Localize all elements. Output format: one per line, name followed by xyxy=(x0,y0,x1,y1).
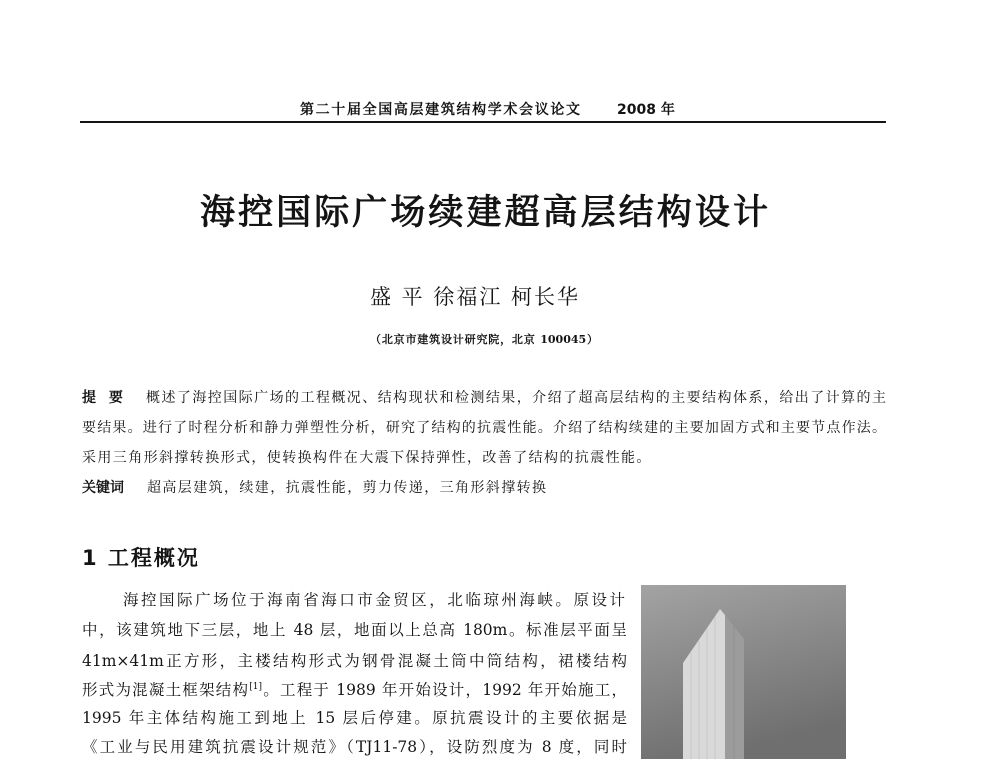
abstract-label: 提 要 xyxy=(82,390,127,406)
body-text: 。工程于 1989 年开始设计，1992 年开始施工， xyxy=(262,681,627,699)
keywords-label: 关键词 xyxy=(82,480,124,496)
abstract-line: 要结果。进行了时程分析和静力弹塑性分析，研究了结构的抗震性能。介绍了结构续建的主要加固方式和主要节点作法。 xyxy=(82,420,886,436)
body-line: 《工业与民用建筑抗震设计规范》（TJ11-78），设防烈度为 8 度，同时 xyxy=(82,738,627,756)
running-header-conference: 第二十届全国高层建筑结构学术会议论文 xyxy=(300,102,580,118)
body-line xyxy=(82,679,627,701)
body-line: 1995 年主体结构施工到地上 15 层后停建。原抗震设计的主要依据是 xyxy=(82,709,627,727)
citation-ref: [1] xyxy=(249,681,263,692)
running-header-year: 2008 年 xyxy=(617,102,675,118)
section-heading: 1 工程概况 xyxy=(82,546,200,570)
keywords-text: 超高层建筑，续建，抗震性能，剪力传递，三角形斜撑转换 xyxy=(147,480,548,496)
abstract-line: 概述了海控国际广场的工程概况、结构现状和检测结果，介绍了超高层结构的主要结构体系，给出了计算的主 xyxy=(146,390,886,406)
building-right-face xyxy=(725,615,744,759)
header-rule xyxy=(80,121,886,123)
building-photo xyxy=(641,585,846,759)
paper-title: 海控国际广场续建超高层结构设计 xyxy=(200,193,768,233)
body-line: 海控国际广场位于海南省海口市金贸区，北临琼州海峡。原设计 xyxy=(123,591,625,609)
paper-authors: 盛 平 徐福江 柯长华 xyxy=(370,285,581,309)
paper-affiliation: （北京市建筑设计研究院，北京 100045） xyxy=(370,333,598,346)
abstract-line: 采用三角形斜撑转换形式，使转换构件在大震下保持弹性，改善了结构的抗震性能。 xyxy=(82,450,652,466)
body-line: 41m×41m正方形，主楼结构形式为钢骨混凝土筒中筒结构，裙楼结构 xyxy=(82,652,627,670)
body-line: 中，该建筑地下三层，地上 48 层，地面以上总高 180m。标准层平面呈 xyxy=(82,621,627,639)
body-text: 形式为混凝土框架结构 xyxy=(82,681,250,699)
